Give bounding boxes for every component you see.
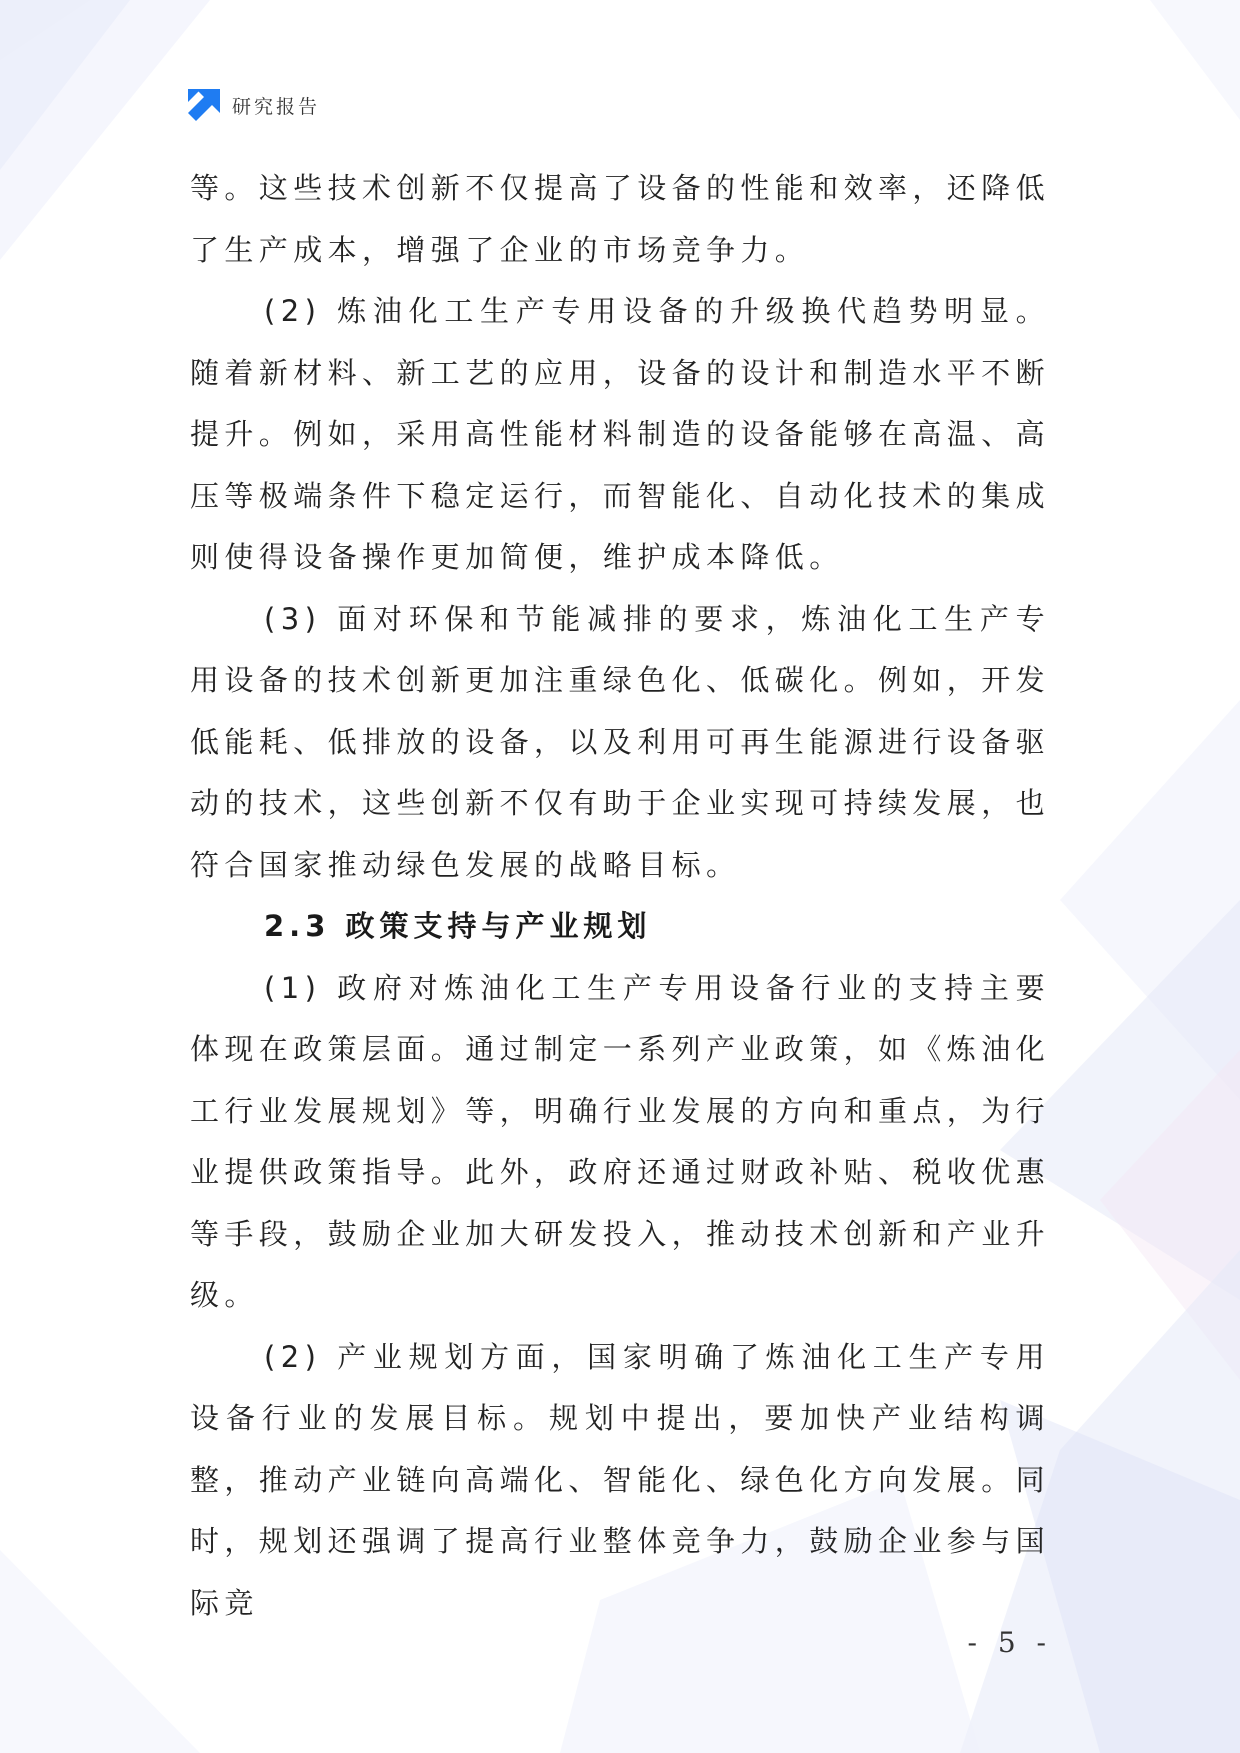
paragraph-item-2: (2) 炼油化工生产专用设备的升级换代趋势明显。随着新材料、新工艺的应用，设备的设计和制造水平不断提升。例如，采用高性能材料制造的设备能够在高温、高压等极端条件下稳定运行，而智能化、自动化技术的集成则使得设备操作更加简便，维护成本降低。: [190, 294, 1051, 574]
arrow-logo-icon: [188, 89, 220, 121]
report-header: [188, 89, 320, 121]
body-text: [190, 158, 1050, 1634]
report-header-label: 研究报告: [232, 95, 321, 118]
section-heading: 2.3 政策支持与产业规划: [264, 909, 652, 943]
paragraph-policy-2: (2) 产业规划方面，国家明确了炼油化工生产专用设备行业的发展目标。规划中提出，要加快产业结构调整，推动产业链向高端化、智能化、绿色化方向发展。同时，规划还强调了提高行业整体竞争力，鼓励企业参与国际竞: [190, 1339, 1051, 1620]
page-number-text: - 5 -: [967, 1626, 1052, 1659]
paragraph-continued: 等。这些技术创新不仅提高了设备的性能和效率，还降低了生产成本，增强了企业的市场竞争力。: [190, 171, 1051, 267]
paragraph-policy-1: (1) 政府对炼油化工生产专用设备行业的支持主要体现在政策层面。通过制定一系列产业政策，如《炼油化工行业发展规划》等，明确行业发展的方向和重点，为行业提供政策指导。此外，政府还通过财政补贴、税收优惠等手段，鼓励企业加大研发投入，推动技术创新和产业升级。: [190, 970, 1051, 1312]
paragraph-item-3: (3) 面对环保和节能减排的要求，炼油化工生产专用设备的技术创新更加注重绿色化、低碳化。例如，开发低能耗、低排放的设备，以及利用可再生能源进行设备驱动的技术，这些创新不仅有助于企业实现可持续发展，也符合国家推动绿色发展的战略目标。: [190, 601, 1051, 882]
page-number: [0, 1626, 1240, 1659]
